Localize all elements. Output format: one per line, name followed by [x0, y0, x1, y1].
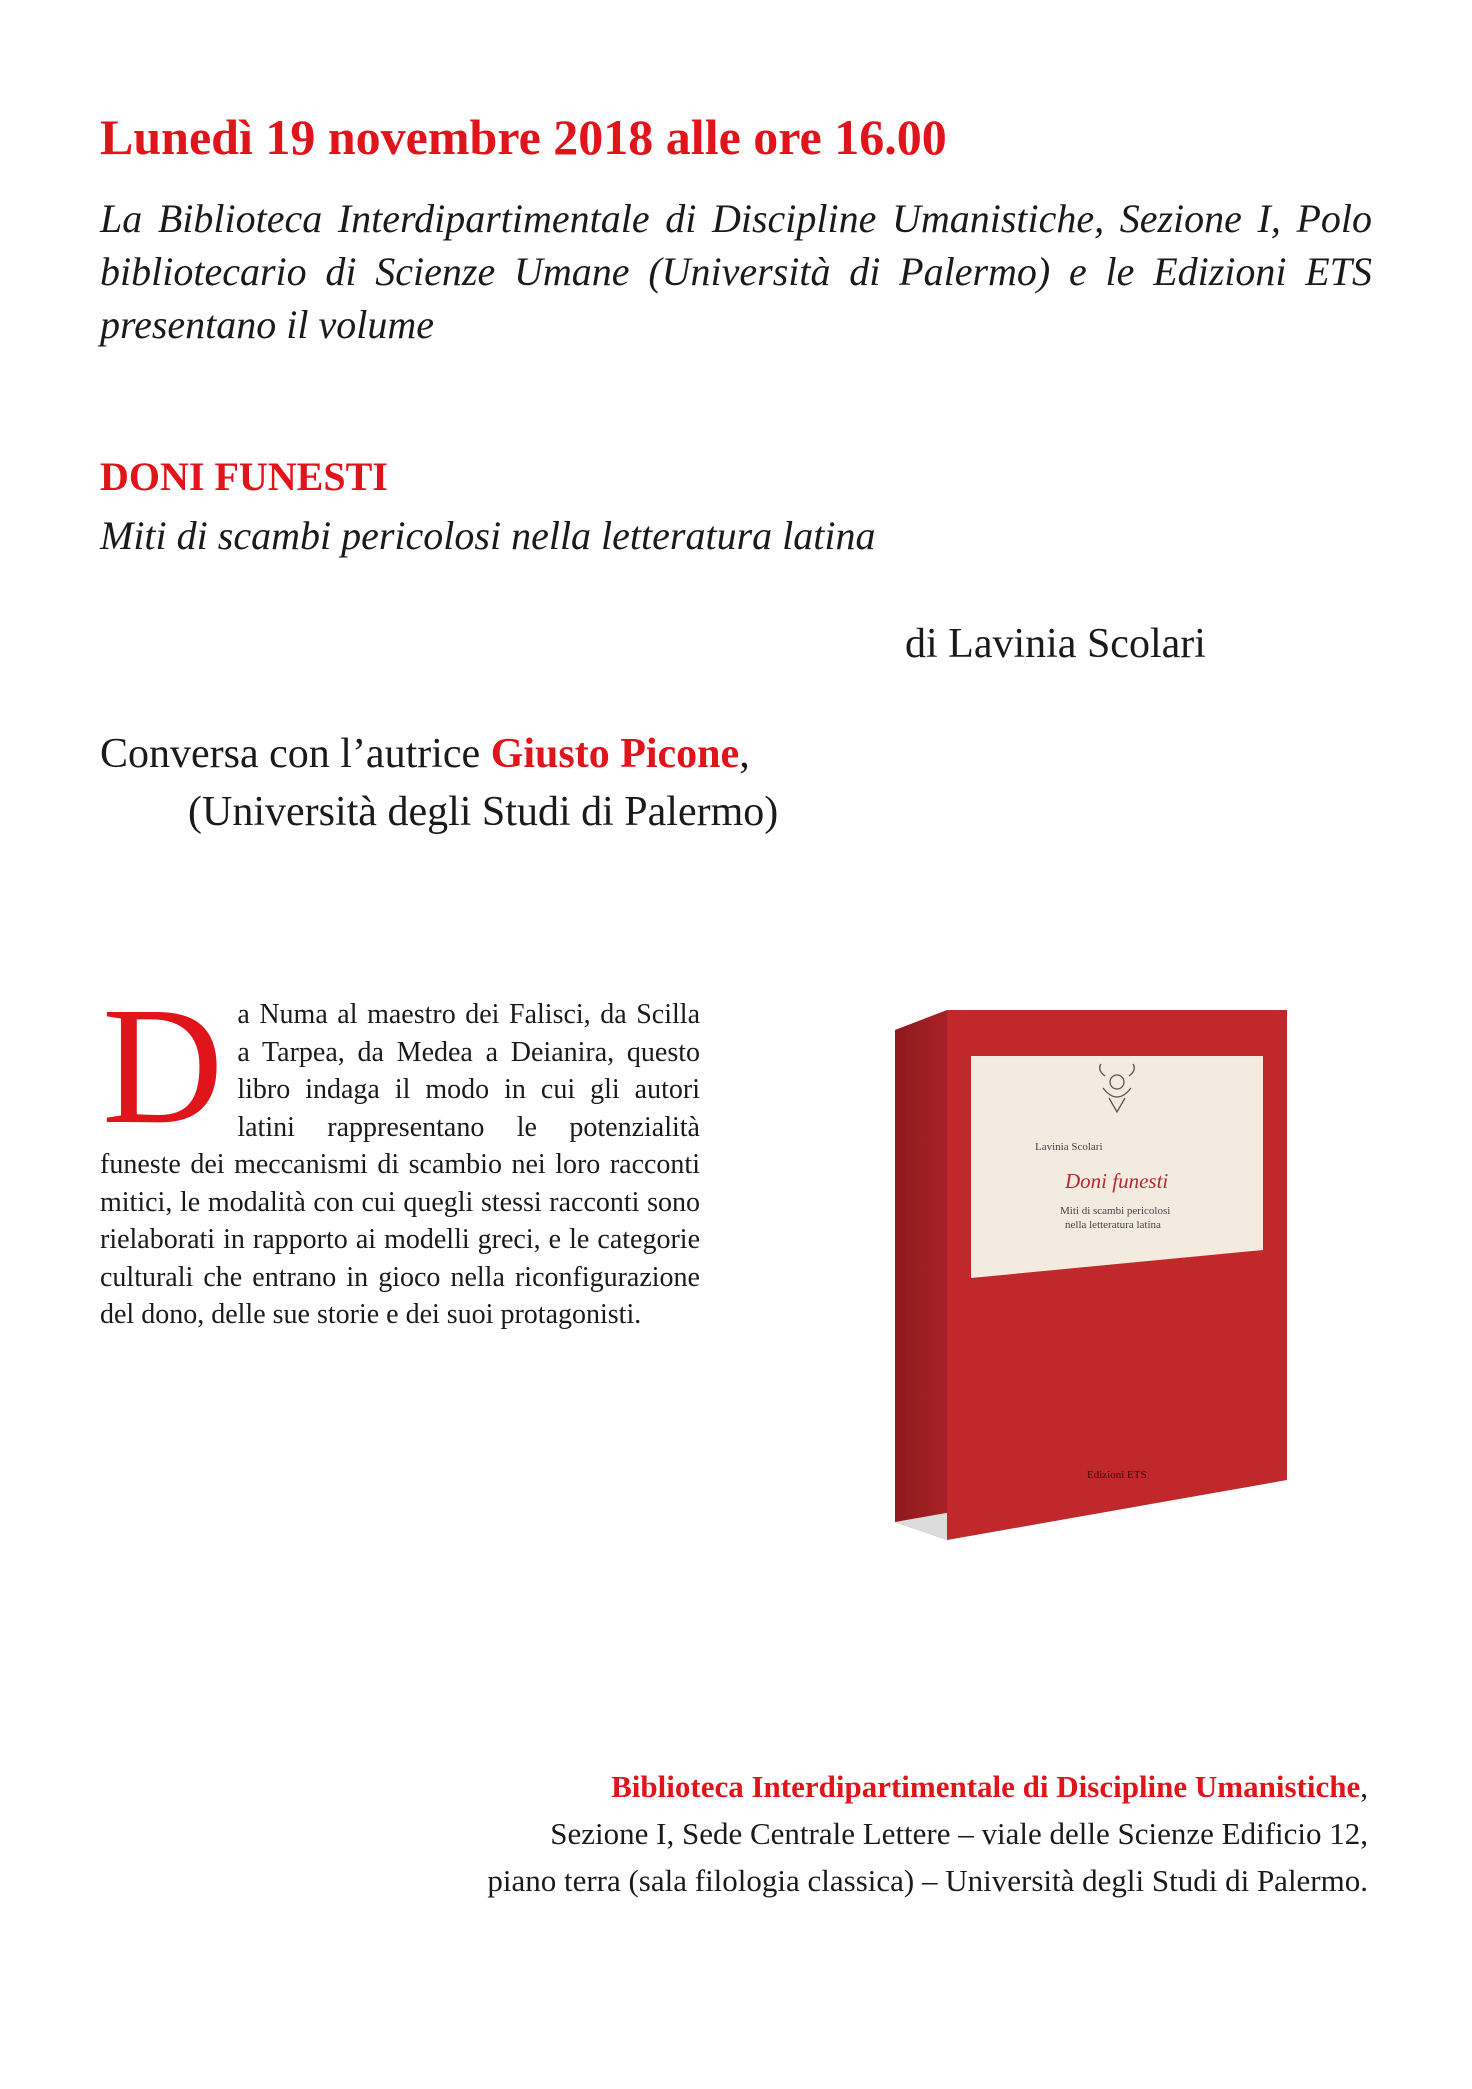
venue-name-suffix: ,: [1360, 1769, 1368, 1804]
discussant-line: [100, 730, 750, 778]
discussant-affiliation: (Università degli Studi di Palermo): [188, 789, 779, 835]
blurb-dropcap: D: [102, 973, 224, 1159]
book-subtitle: Miti di scambi pericolosi nella letteratura latina: [100, 513, 876, 558]
event-date: Lunedì 19 novembre 2018 alle ore 16.00: [100, 109, 947, 165]
venue-info: [268, 1763, 1368, 1904]
cover-publisher: Edizioni ETS: [1087, 1469, 1147, 1481]
book-blurb: [100, 973, 700, 1334]
cover-subtitle-2: nella letteratura latina: [1065, 1219, 1161, 1231]
discussant-prefix: Conversa con l’autrice: [100, 731, 491, 777]
venue-room-line: piano terra (sala filologia classica) – Università degli Studi di Palermo.: [487, 1863, 1368, 1898]
cover-spine: [895, 1010, 947, 1540]
cover-subtitle-1: Miti di scambi pericolosi: [1060, 1205, 1171, 1217]
book-cover-svg: [895, 1010, 1305, 1570]
venue-address-line: Sezione I, Sede Centrale Lettere – viale delle Scienze Edificio 12,: [550, 1816, 1368, 1851]
blurb-text: a Numa al maestro dei Falisci, da Scilla a Tarpea, da Medea a Deianira, questo libro indaga il modo in cui gli autori latini rappresentano le potenzialità funeste dei meccanismi di scambio nei loro racconti mitici, le modalità con cui quegli stessi racconti sono rielaborati in rapporto ai modelli greci, e le categorie culturali che entrano in gioco nella riconfigurazione del dono, delle sue storie e dei suoi protagonisti.: [100, 999, 700, 1330]
cover-author: Lavinia Scolari: [1035, 1141, 1103, 1153]
book-author: di Lavinia Scolari: [905, 621, 1206, 667]
venue-name-line: [268, 1763, 1368, 1810]
cover-title: Doni funesti: [1065, 1169, 1169, 1193]
discussant-name: Giusto Picone: [490, 731, 740, 777]
event-intro: La Biblioteca Interdipartimentale di Discipline Umanistiche, Sezione I, Polo bibliotecario di Scienze Umane (Università di Palermo) e le Edizioni ETS presentano il volume: [100, 196, 1372, 347]
book-title: DONI FUNESTI: [100, 454, 388, 499]
venue-name: Biblioteca Interdipartimentale di Discipline Umanistiche: [611, 1769, 1361, 1804]
book-cover-image: [895, 1010, 1305, 1570]
discussant-suffix: ,: [739, 731, 750, 777]
